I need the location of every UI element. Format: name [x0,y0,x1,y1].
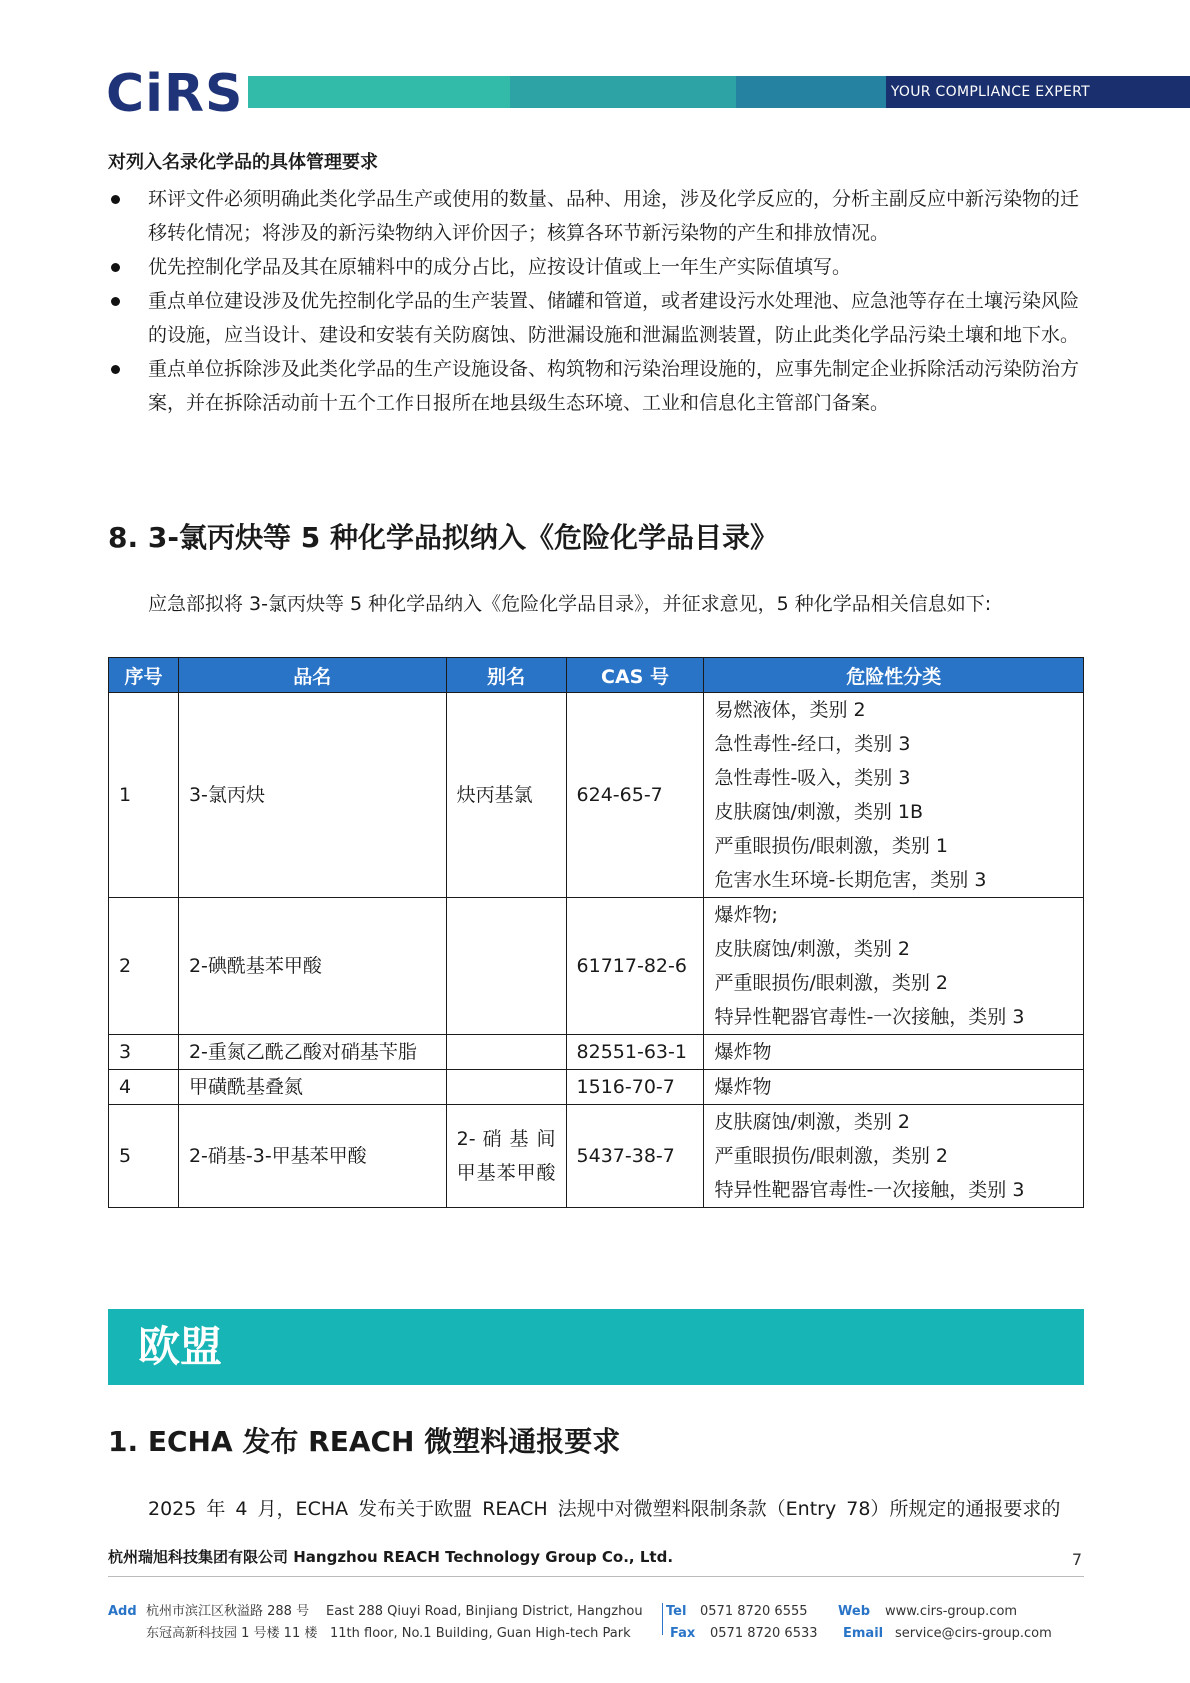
address-cn-line-2: 东冠高新科技园 1 号楼 11 楼 [146,1626,318,1641]
hazard-line: 爆炸物 [714,1041,772,1063]
footer-divider [108,1576,1084,1577]
hazard-line: 急性毒性-经口，类别 3 [714,733,911,755]
hazard-line: 皮肤腐蚀/刺激，类别 1B [714,801,924,823]
eu-section-paragraph: 2025 年 4 月，ECHA 发布关于欧盟 REACH 法规中对微塑料限制条款（Entry 78）所规定的通报要求的 [148,1498,1061,1520]
address-cn-line-1: 杭州市滨江区秋溢路 288 号 [146,1604,310,1619]
hazard-table [108,657,1084,1208]
column-header-hazard: 危险性分类 [704,658,1084,693]
header-banner-segment [736,76,886,108]
cirs-logo: CiRS [106,64,244,124]
email-label: Email [843,1626,884,1641]
cell-no: 5 [109,1105,179,1208]
cell-no: 1 [109,693,179,898]
eu-section-heading: 1. ECHA 发布 REACH 微塑料通报要求 [108,1425,621,1458]
hazard-line: 急性毒性-吸入，类别 3 [714,767,911,789]
bullet-item: 优先控制化学品及其在原辅料中的成分占比，应按设计值或上一年生产实际值填写。 [108,250,1083,284]
address-label: Add [108,1604,137,1619]
hazard-line: 特异性靶器官毒性-一次接触，类别 3 [714,1006,1025,1028]
section-8-intro: 应急部拟将 3-氯丙炔等 5 种化学品纳入《危险化学品目录》，并征求意见，5 种化学品相关信息如下: [148,593,992,615]
cell-alias: 炔丙基氯 [446,693,566,898]
fax-label: Fax [670,1626,696,1641]
bullet-item: 重点单位建设涉及优先控制化学品的生产装置、储罐和管道，或者建设污水处理池、应急池等存在土壤污染风险的设施，应当设计、建设和安装有关防腐蚀、防泄漏设施和泄漏监测装置，防止此类化学品污染土壤和地下水。 [108,284,1083,352]
hazard-line: 爆炸物; [714,904,778,926]
column-header-cas: CAS 号 [566,658,704,693]
cell-name: 3-氯丙炔 [178,693,446,898]
cell-hazards [704,1035,1084,1070]
hazard-line: 易燃液体，类别 2 [714,699,866,721]
footer-contact-bar [662,1603,663,1635]
eu-banner-title: 欧盟 [138,1322,223,1371]
table-row [109,1105,1084,1208]
cell-hazards [704,693,1084,898]
hazard-line: 危害水生环境-长期危害，类别 3 [714,869,987,891]
bullet-item: 重点单位拆除涉及此类化学品的生产设施设备、构筑物和污染治理设施的，应事先制定企业拆除活动污染防治方案，并在拆除活动前十五个工作日报所在地县级生态环境、工业和信息化主管部门备案。 [108,352,1083,420]
table-row [109,1035,1084,1070]
header-tagline: YOUR COMPLIANCE EXPERT [890,84,1090,100]
cell-alias [446,898,566,1035]
cell-cas: 82551-63-1 [566,1035,704,1070]
address-en-line-2: 11th floor, No.1 Building, Guan High-tech Park [330,1626,631,1641]
web-link[interactable]: www.cirs-group.com [885,1604,1018,1619]
cell-cas: 61717-82-6 [566,898,704,1035]
cell-cas: 1516-70-7 [566,1070,704,1105]
management-bullet-list [108,182,1083,420]
cell-hazards [704,898,1084,1035]
bullet-item: 环评文件必须明确此类化学品生产或使用的数量、品种、用途，涉及化学反应的，分析主副反应中新污染物的迁移转化情况；将涉及的新污染物纳入评价因子；核算各环节新污染物的产生和排放情况。 [108,182,1083,250]
cell-alias [446,1070,566,1105]
page-number: 7 [1071,1550,1082,1569]
cell-hazards [704,1105,1084,1208]
hazard-line: 严重眼损伤/眼刺激，类别 1 [714,835,948,857]
table-row [109,1070,1084,1105]
cell-name: 甲磺酰基叠氮 [178,1070,446,1105]
header-banner-segment [248,76,510,108]
hazard-line: 皮肤腐蚀/刺激，类别 2 [714,938,910,960]
hazard-line: 特异性靶器官毒性-一次接触，类别 3 [714,1179,1025,1201]
hazard-line: 严重眼损伤/眼刺激，类别 2 [714,1145,948,1167]
fax-number: 0571 8720 6533 [710,1626,818,1641]
cell-hazards [704,1070,1084,1105]
column-header-name: 品名 [178,658,446,693]
cell-alias [446,1035,566,1070]
tel-number: 0571 8720 6555 [700,1604,808,1619]
cell-name: 2-碘酰基苯甲酸 [178,898,446,1035]
table-header-row [109,658,1084,693]
table-row [109,898,1084,1035]
header-banner-segment [510,76,736,108]
section-8-heading: 8. 3-氯丙炔等 5 种化学品拟纳入《危险化学品目录》 [108,521,778,554]
column-header-no: 序号 [109,658,179,693]
email-link[interactable]: service@cirs-group.com [895,1626,1052,1641]
hazard-line: 皮肤腐蚀/刺激，类别 2 [714,1111,910,1133]
footer-company-name: 杭州瑞旭科技集团有限公司 Hangzhou REACH Technology Group Co., Ltd. [108,1548,674,1566]
cell-cas: 624-65-7 [566,693,704,898]
hazard-line: 爆炸物 [714,1076,772,1098]
hazard-line: 严重眼损伤/眼刺激，类别 2 [714,972,948,994]
eu-section-banner [108,1309,1084,1385]
column-header-alias: 别名 [446,658,566,693]
cell-name: 2-重氮乙酰乙酸对硝基苄脂 [178,1035,446,1070]
management-title: 对列入名录化学品的具体管理要求 [108,152,378,173]
cell-no: 2 [109,898,179,1035]
table-row [109,693,1084,898]
cell-cas: 5437-38-7 [566,1105,704,1208]
address-en-line-1: East 288 Qiuyi Road, Binjiang District, Hangzhou [326,1604,643,1619]
cell-no: 4 [109,1070,179,1105]
web-label: Web [838,1604,870,1619]
tel-label: Tel [666,1604,687,1619]
cell-alias: 2- 硝 基 间 甲基苯甲酸 [446,1105,566,1208]
cell-name: 2-硝基-3-甲基苯甲酸 [178,1105,446,1208]
cell-no: 3 [109,1035,179,1070]
